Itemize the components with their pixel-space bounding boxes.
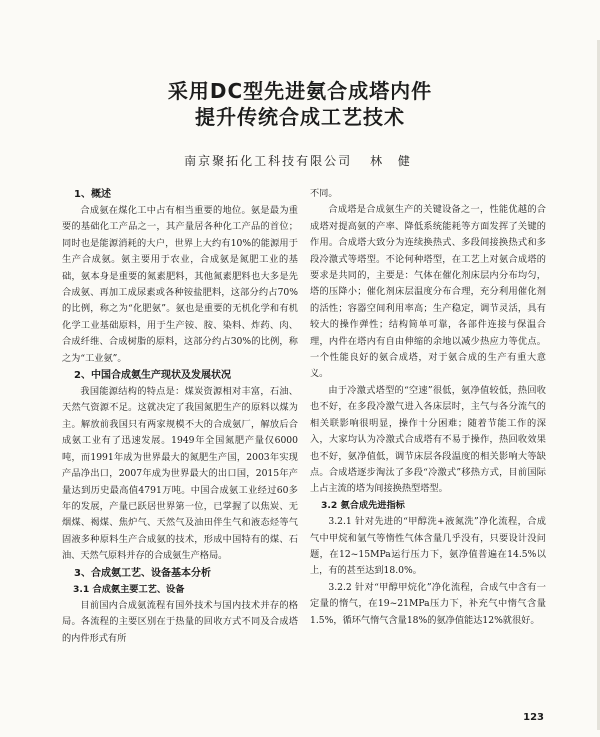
section-heading-status: 2、中国合成氨生产现状及发展状况 [74, 370, 231, 382]
subsection-heading-3-2: 3.2 氨合成先进指标 [321, 499, 405, 511]
paragraph: 目前国内合成氨流程有国外技术与国内技术并存的格局。各流程的主要区别在于热量的回收方式不同及合成塔的内件形式有所 [62, 599, 298, 644]
title-line-1: 采用DC型先进氨合成塔内件 [167, 79, 433, 103]
title-line-2: 提升传统合成工艺技术 [195, 105, 405, 129]
paragraph: 由于冷激式塔型的“空速”很低，氨净值较低，热回收也不好，在多段冷激气进入各床层时，主气与各分流气的相关联影响很明显，操作十分困难；随着节能工作的深入，大家均认为冷激式合成塔有不易于操作，热回收效果也不好，氨净值低，调节床层各段温度的相关影响大等缺点。合成塔逐步淘汰了多段“冷激式”移热方式，目前国际上占主流的塔为间接换热型塔型。 [310, 384, 546, 495]
paragraph: 合成塔是合成氨生产的关键设备之一，性能优越的合成塔对提高氨的产率、降低系统能耗等方面发挥了关键的作用。合成塔大致分为连续换热式、多段间接换热式和多段冷激式等塔型。不论何种塔型，在工艺上对氨合成塔的要求是共同的，主要是：气体在催化剂床层内分布均匀，塔的压降小；催化剂床层温度分布合理，充分利用催化剂的活性；容器空间利用率高；生产稳定，调节灵活，具有较大的操作弹性；结构简单可靠，各部件连接与保温合理，内件在塔内有自由伸缩的余地以减少热应力等优点。一个性能良好的氨合成塔，对于氨合成的生产有重大意义。 [310, 204, 546, 380]
byline [0, 152, 600, 169]
affiliation: 南京聚拓化工科技有限公司 [184, 154, 353, 168]
paragraph: 我国能源结构的特点是：煤炭资源相对丰富，石油、天然气资源不足。这就决定了我国氮肥生产的原料以煤为主。解放前我国只有两家规模不大的合成氨厂，解放后合成氨工业有了迅速发展。1949年全国氮肥产量仅6000吨，而1991年成为世界最大的氮肥生产国，2003年实现产品净出口，2007年成为世界最大的出口国，2015年产量达到历史最高值4791万吨。中国合成氨工业经过60多年的发展，产量已跃居世界第一位，已掌握了以焦炭、无烟煤、褐煤、焦炉气、天然气及油田伴生气和液态烃等气固液多种原料生产合成氨的技术，形成中国特有的煤、石油、天然气原料并存的合成氨生产格局。 [62, 386, 298, 562]
author-name: 林 健 [370, 154, 416, 168]
section-heading-overview: 1、概述 [74, 189, 111, 200]
paragraph: 3.2.1 针对先进的“甲醇洗+液氮洗”净化流程，合成气中甲烷和氩气等惰性气体含量几乎没有，只要设计没问题，在12~15MPa运行压力下，氨净值普遍在14.5%以上，有的甚至达到18.0%。 [310, 516, 546, 577]
right-column [310, 186, 546, 629]
paragraph-continued: 不同。 [310, 188, 338, 199]
left-column [62, 186, 298, 647]
subsection-heading-3-1: 3.1 合成氨主要工艺、设备 [73, 583, 185, 595]
page-title [0, 78, 600, 130]
page-number: 123 [523, 712, 544, 723]
paragraph: 3.2.2 针对“甲醇甲烷化”净化流程，合成气中含有一定量的惰气，在19~21MPa压力下，补充气中惰气含量1.5%，循环气惰气含量18%的氨净值能达12%就很好。 [310, 581, 546, 626]
paragraph: 合成氨在煤化工中占有相当重要的地位。氨是最为重要的基础化工产品之一，其产量居各种化工产品的首位；同时也是能源消耗的大户，世界上大约有10%的能源用于生产合成氨。氨主要用于农业，合成氨是氮肥工业的基础，氨本身是重要的氮素肥料，其他氮素肥料也大多是先合成氨、再加工成尿素或各种铵盐肥料，这部分约占70%的比例，称之为“化肥氨”。氨也是重要的无机化学和有机化学工业基础原料，用于生产铵、胺、染料、炸药、肉、合成纤维、合成树脂的原料，这部分约占30%的比例，称之为“工业氨”。 [62, 205, 298, 364]
section-heading-process: 3、合成氨工艺、设备基本分析 [74, 567, 211, 579]
